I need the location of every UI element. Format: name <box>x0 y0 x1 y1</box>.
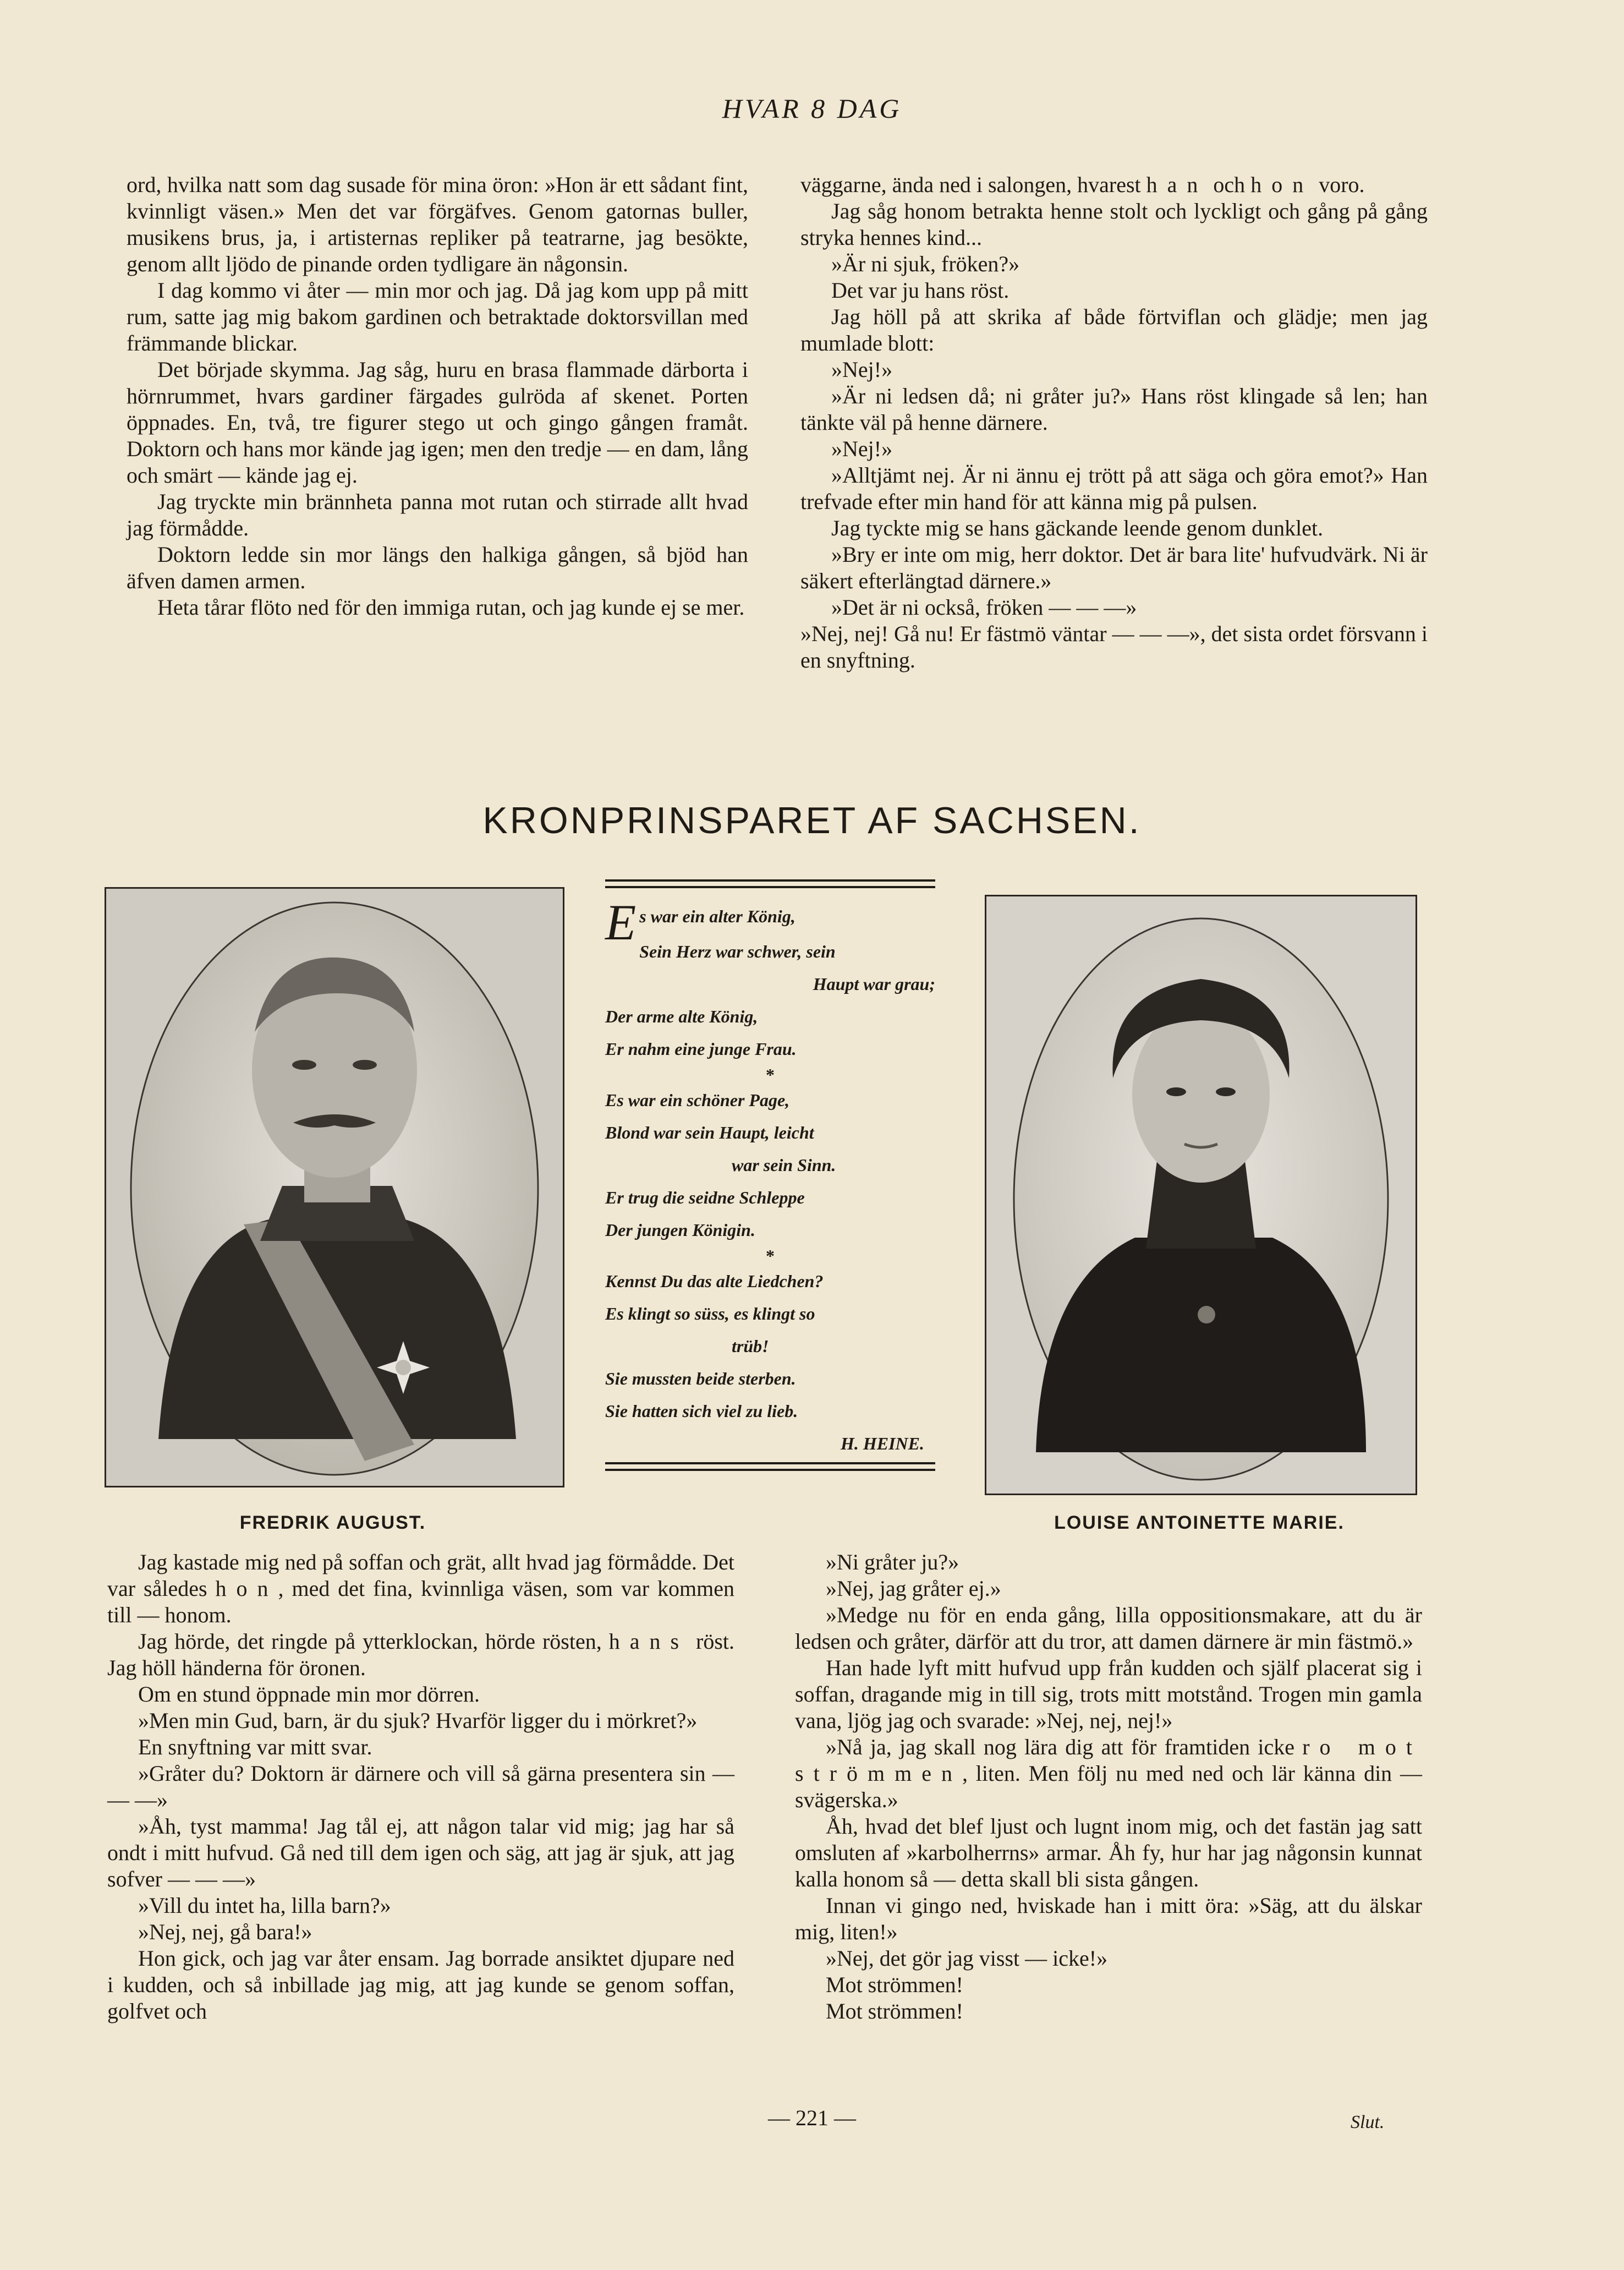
poem-line: Kennst Du das alte Liedchen? <box>605 1271 824 1291</box>
drop-initial: E <box>605 894 637 950</box>
poem-line-text: s war ein alter König, <box>639 906 795 926</box>
paragraph: ord, hvilka natt som dag susade för mina öron: »Hon är ett sådant fint, kvinnligt väsen.» Men det var förgäfves. Genom gatornas buller, musikens brus, ja, i artisternas repliker på teatrarne, jag besökte, genom allt ljödo de pinande orden tydligare än någonsin. <box>127 172 748 276</box>
poem-line: Blond war sein Haupt, leicht <box>605 1123 814 1142</box>
paragraph <box>107 1549 734 1628</box>
paragraph <box>107 1628 734 1681</box>
paragraph <box>795 1734 1422 1813</box>
caption-left: FREDRIK AUGUST. <box>239 1512 426 1533</box>
paragraph: »Det är ni också, fröken — — —» <box>831 595 1137 620</box>
paragraph: »Åh, tyst mamma! Jag tål ej, att någon talar vid mig; jag har så ondt i mitt hufvud. Gå ned till dem igen och säg, att jag är sjuk, att jag sofver — — —» <box>107 1814 734 1891</box>
section-title: KRONPRINSPARET AF SACHSEN. <box>482 800 1142 841</box>
poem-line: Sie hatten sich viel zu lieb. <box>605 1401 798 1421</box>
poem-line: Es klingt so süss, es klingt so <box>605 1304 815 1323</box>
paragraph: »Nej, det gör jag visst — icke!» <box>826 1946 1108 1971</box>
poem-line: Der jungen Königin. <box>605 1220 755 1240</box>
portrait-fredrik-august <box>105 887 564 1487</box>
top-left-column <box>127 172 748 621</box>
spaced-phrase: ro mot strömmen <box>795 1735 1422 1786</box>
paragraph: Hon gick, och jag var åter ensam. Jag borrade ansiktet djupare ned i kudden, och så inbillade jag mig, att jag kunde se genom soffan, golfvet och <box>107 1946 734 2023</box>
paragraph: »Alltjämt nej. Är ni ännu ej trött på att säga och göra emot?» Han trefvade efter min hand för att känna mig på pulsen. <box>800 463 1428 514</box>
running-header: HVAR 8 DAG <box>722 93 902 124</box>
paragraph: »Nej!» <box>831 436 893 461</box>
paragraph: »Vill du intet ha, lilla barn?» <box>138 1893 391 1918</box>
paragraph: »Nej!» <box>831 357 893 382</box>
text-run: , med det fina, kvinnliga väsen, som var kommen till — honom. <box>107 1576 734 1627</box>
end-mark: Slut. <box>1351 2112 1385 2132</box>
paragraph: Jag såg honom betrakta henne stolt och lyckligt och gång på gång stryka hennes kind... <box>800 199 1428 250</box>
poem-line: Er nahm eine junge Frau. <box>605 1039 797 1059</box>
poem-author: H. HEINE. <box>840 1434 924 1453</box>
double-rule-top <box>605 886 935 888</box>
portrait-louise-antoinette-marie <box>985 895 1417 1495</box>
paragraph: Heta tårar flöto ned för den immiga rutan, och jag kunde ej se mer. <box>157 595 745 620</box>
paragraph: »Är ni sjuk, fröken?» <box>831 251 1020 276</box>
bottom-left-column <box>107 1549 734 2025</box>
paragraph: »Gråter du? Doktorn är därnere och vill så gärna presentera sin — — —» <box>107 1761 734 1812</box>
paragraph: En snyftning var mitt svar. <box>138 1735 372 1759</box>
poem-line: Es war ein schöner Page, <box>605 1090 790 1110</box>
poem-line: Sein Herz war schwer, sein <box>639 942 836 961</box>
paragraph <box>800 172 1428 198</box>
top-right-column <box>800 172 1428 674</box>
paragraph: »Nej, nej, gå bara!» <box>138 1919 312 1944</box>
poem-line: Sie mussten beide sterben. <box>605 1369 796 1388</box>
poem-line: trüb! <box>732 1336 769 1356</box>
poem-line: Haupt war grau; <box>813 974 935 994</box>
paragraph: Mot strömmen! <box>826 1999 963 2023</box>
paragraph: Innan vi gingo ned, hviskade han i mitt öra: »Säg, att du älskar mig, liten!» <box>795 1893 1422 1944</box>
text-run: Jag kastade mig ned på soffan och grät, allt hvad jag förmådde. Det var således <box>107 1550 734 1601</box>
text-run: väggarne, ända ned i salongen, hvarest <box>800 172 1146 197</box>
spaced-word: hans <box>608 1629 689 1654</box>
bottom-right-column <box>795 1549 1422 2025</box>
double-rule-bottom <box>605 1469 935 1471</box>
paragraph: »Bry er inte om mig, herr doktor. Det är bara lite' hufvudvärk. Ni är säkert efterlängtad därnere.» <box>800 542 1428 593</box>
poem-line: Er trug die seidne Schleppe <box>605 1188 805 1207</box>
paragraph: Det började skymma. Jag såg, huru en brasa flammade därborta i hörnrummet, hvars gardiner färgades gulröda af skenet. Porten öppnades. En, två, tre figurer stego ut och gingo gången framåt. Doktorn och hans mor kände jag igen; men den tredje — en dam, lång och smärt — kände jag ej. <box>127 357 748 488</box>
paragraph: Det var ju hans röst. <box>831 278 1009 303</box>
paragraph: Åh, hvad det blef ljust och lugnt inom mig, och det fastän jag satt omsluten af »karbolherrns» armar. Åh fy, hur har jag någonsin kunnat kalla honom så — detta skall bli sista gången. <box>795 1814 1422 1891</box>
paragraph: »Men min Gud, barn, är du sjuk? Hvarför ligger du i mörkret?» <box>138 1708 698 1733</box>
paragraph: Jag höll på att skrika af både förtviflan och glädje; men jag mumlade blott: <box>800 304 1428 355</box>
spaced-word: hon <box>1250 172 1314 197</box>
poem-block <box>605 879 935 1475</box>
double-rule-bottom <box>605 1462 935 1464</box>
paragraph: »Medge nu för en enda gång, lilla oppositionsmakare, att du är ledsen och gråter, därför att du tror, att damen därnere är min fästmö.» <box>795 1602 1422 1654</box>
paragraph: Han hade lyft mitt hufvud upp från kudden och själf placerat sig i soffan, dragande mig in till sig, trots mitt motstånd. Trogen min gamla vana, ljög jag och svarade: »Nej, nej, nej!» <box>795 1655 1422 1733</box>
page-number: — 221 — <box>768 2105 856 2130</box>
paragraph: »Ni gråter ju?» <box>826 1550 959 1574</box>
spaced-word: hon <box>215 1576 278 1601</box>
portrait-image <box>106 889 563 1486</box>
text-run: Jag hörde, det ringde på ytterklockan, hörde rösten, <box>138 1629 609 1654</box>
paragraph: Mot strömmen! <box>826 1972 963 1997</box>
paragraph: »Nej, nej! Gå nu! Er fästmö väntar — — —», det sista ordet försvann i en snyftning. <box>800 621 1428 672</box>
paragraph: Doktorn ledde sin mor längs den halkiga gången, så bjöd han äfven damen armen. <box>127 542 748 593</box>
spaced-word: han <box>1146 172 1208 197</box>
portrait-image <box>986 896 1415 1494</box>
poem-line: war sein Sinn. <box>732 1155 836 1175</box>
text-run: och <box>1208 172 1251 197</box>
paragraph: »Är ni ledsen då; ni gråter ju?» Hans röst klingade så len; han tänkte väl på henne därnere. <box>800 384 1428 435</box>
paragraph: Jag tyckte mig se hans gäckande leende genom dunklet. <box>831 516 1324 540</box>
poem-line <box>605 894 935 950</box>
caption-right: LOUISE ANTOINETTE MARIE. <box>1054 1512 1345 1533</box>
paragraph: Jag tryckte min brännheta panna mot rutan och stirrade allt hvad jag förmådde. <box>127 489 748 540</box>
paragraph: I dag kommo vi åter — min mor och jag. Då jag kom upp på mitt rum, satte jag mig bakom gardinen och betraktade doktorsvillan med främmande blickar. <box>127 278 748 355</box>
double-rule-top <box>605 879 935 882</box>
text-run: voro. <box>1313 172 1365 197</box>
text-run: , liten. Men följ nu med ned och lär känna din — svägerska.» <box>795 1761 1422 1812</box>
text-run: »Nå ja, jag skall nog lära dig att för framtiden icke <box>826 1735 1303 1759</box>
poem-separator: * <box>766 1065 775 1085</box>
poem-line: Der arme alte König, <box>605 1007 758 1026</box>
poem-separator: * <box>766 1246 775 1266</box>
paragraph: »Nej, jag gråter ej.» <box>826 1576 1001 1601</box>
text-run: röst. Jag höll händerna för öronen. <box>107 1629 734 1680</box>
paragraph: Om en stund öppnade min mor dörren. <box>138 1682 480 1706</box>
